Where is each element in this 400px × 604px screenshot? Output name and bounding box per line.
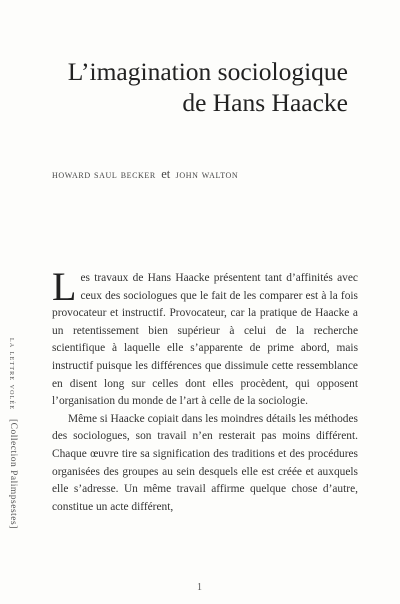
author-walton: john walton xyxy=(175,169,239,181)
author-connector: et xyxy=(161,167,171,181)
author-becker: howard saul becker xyxy=(52,169,156,181)
paragraph-1-text: es travaux de Hans Haacke présentent tant d’affinités avec ceux des sociologues que le fait de les comparer est à la fois provocateur et instructif. Provocateur, car la pratique de Haacke a un retentissement bien supérieur à celui de la recherche scientifique à laquelle elle s’apparente de prime abord, mais instructif puisque les différences que dissimule cette ressemblance en disent long sur celles dont elles procèdent, qui opposent l’organisation du monde de l’art à celle de la sociologie. xyxy=(52,272,358,408)
title-line-2: de Hans Haacke xyxy=(182,88,348,117)
paragraph-1 xyxy=(52,264,358,411)
body-text xyxy=(52,264,358,516)
drop-cap: L xyxy=(52,264,77,309)
title-line-1: L’imagination sociologique xyxy=(67,57,348,86)
spine-label xyxy=(6,338,20,594)
author-line xyxy=(52,167,238,182)
paragraph-2: Même si Haacke copiait dans les moindres détails les méthodes des sociologues, son travail n’en resterait pas moins différent. Chaque œuvre tire sa signification des traditions et des procédures organisées des groupes au sein desquels elle est créée et auxquels elle s’adresse. Un même travail affirme quelque chose d’autre, constitue un acte différent, xyxy=(52,412,358,513)
publisher-name: la lettre volée xyxy=(8,338,18,411)
page-number: 1 xyxy=(197,582,202,593)
collection-name: [Collection Palimpsestes] xyxy=(8,419,18,529)
chapter-title xyxy=(68,56,348,118)
